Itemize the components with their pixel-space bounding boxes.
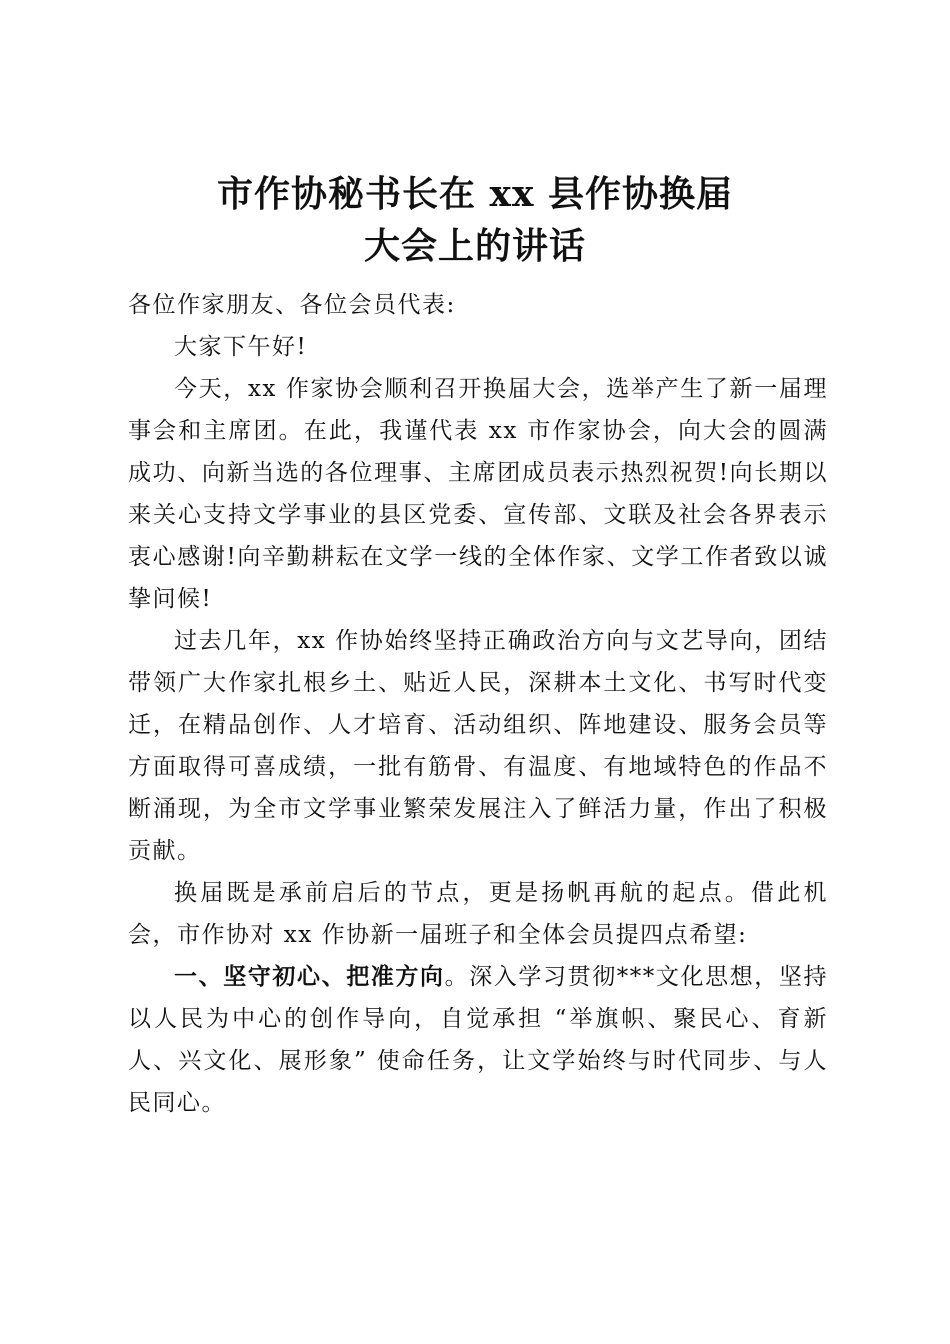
title-line-1: 市作协秘书长在 xx 县作协换届 — [217, 173, 733, 215]
title-line-2: 大会上的讲话 — [363, 225, 586, 267]
document-title — [0, 168, 950, 272]
paragraph-hopes-intro: 换届既是承前启后的节点，更是扬帆再航的起点。借此机会，市作协对 xx 作协新一届班子和全体会员提四点希望: — [128, 880, 828, 948]
point-one-text: 。深入学习贯彻***文化思想，坚持以人民为中心的创作导向，自觉承担 “举旗帜、聚民心、育新人、兴文化、展形象” 使命任务，让文学始终与时代同步、与人民同心。 — [128, 964, 829, 1116]
point-one-heading: 一、坚守初心、把准方向 — [174, 963, 445, 990]
document-body — [128, 284, 828, 1124]
paragraph-point-one — [128, 956, 828, 1124]
paragraph-congratulations: 今天，xx 作家协会顺利召开换届大会，选举产生了新一届理事会和主席团。在此，我谨代表 xx 市作家协会，向大会的圆满成功、向新当选的各位理事、主席团成员表示热烈祝贺!向长期以来关心支持文学事业的县区党委、宣传部、文联及社会各界表示衷心感谢!向辛勤耕耘在文学一线的全体作家、文学工作者致以诚挚问候! — [128, 376, 828, 612]
paragraph-greeting: 大家下午好! — [174, 334, 308, 360]
paragraph-achievements: 过去几年，xx 作协始终坚持正确政治方向与文艺导向，团结带领广大作家扎根乡土、贴近人民，深耕本土文化、书写时代变迁，在精品创作、人才培育、活动组织、阵地建设、服务会员等方面取得可喜成绩，一批有筋骨、有温度、有地域特色的作品不断涌现，为全市文学事业繁荣发展注入了鲜活力量，作出了积极贡献。 — [128, 628, 828, 864]
salutation: 各位作家朋友、各位会员代表: — [128, 292, 456, 318]
